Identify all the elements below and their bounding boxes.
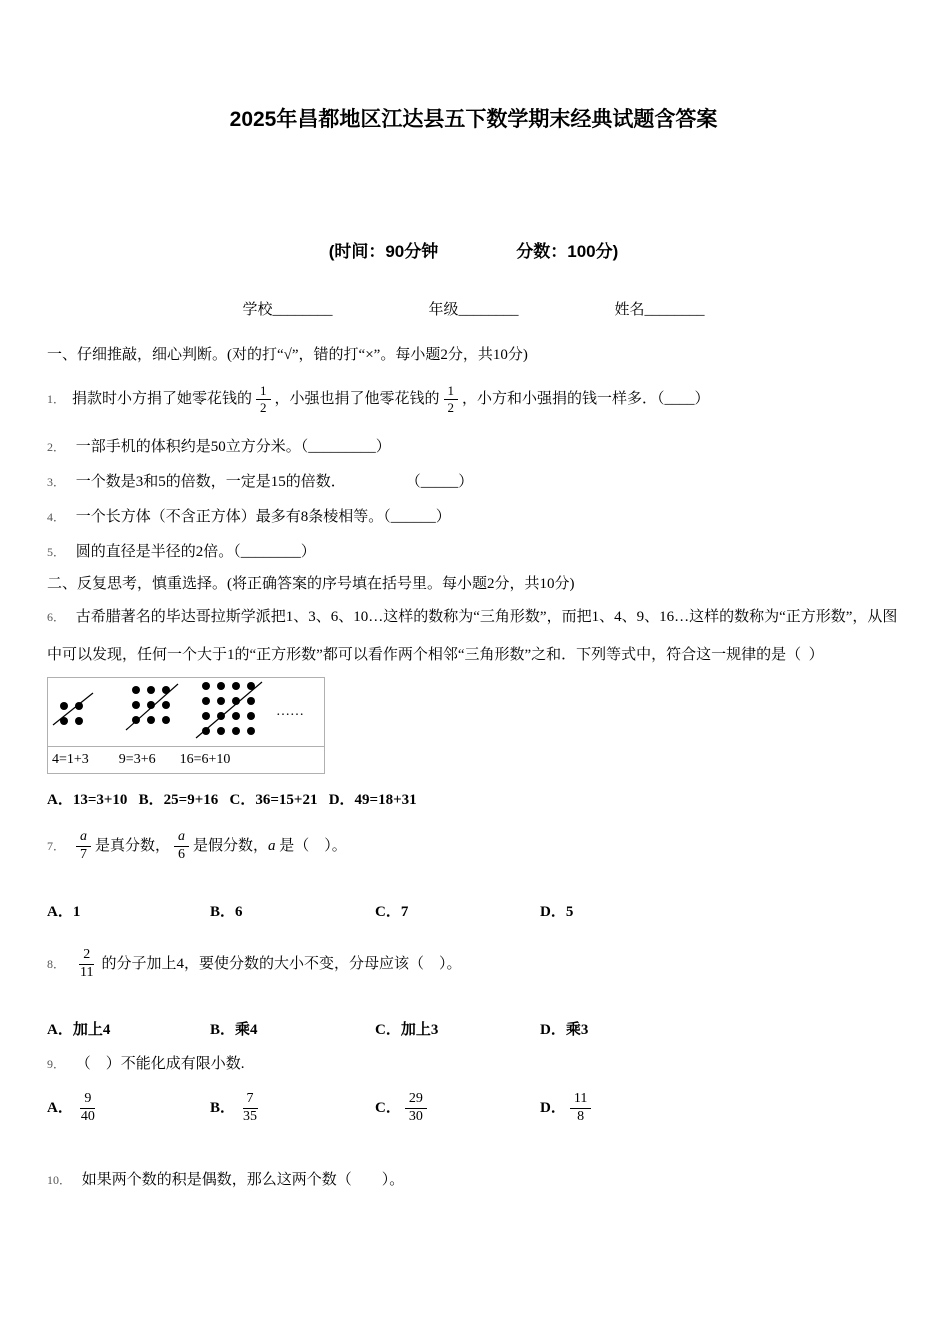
q8-option-b: B．乘4 (210, 1022, 258, 1038)
question-10-number: 10． (47, 1173, 72, 1187)
question-9-number: 9． (47, 1057, 66, 1071)
fraction-a-7: $\frac{a}{7}$ (76, 829, 91, 864)
exam-meta (47, 237, 900, 262)
meta-time: (时间：90分钟 (328, 242, 439, 261)
section2-header: 二、反复思考，慎重选择。(将正确答案的序号填在括号里。每小题2分，共10分) (47, 576, 575, 592)
question-6 (47, 598, 900, 674)
question-5-number: 5． (47, 545, 66, 559)
question-5-text: 圆的直径是半径的2倍。（________） (75, 544, 316, 560)
field-name: 姓名________ (614, 302, 705, 318)
question-7-options (47, 902, 900, 922)
question-2-text: 一部手机的体积约是50立方分米。（_________） (75, 439, 391, 455)
diagram-ellipsis: …… (276, 704, 304, 719)
question-7-text-c: 是（ ）。 (275, 838, 347, 854)
question-2-number: 2． (47, 440, 66, 454)
fraction-a-6: $\frac{a}{6}$ (174, 829, 189, 864)
q8-option-c: C．加上3 (375, 1022, 439, 1038)
q9-option-d: D． $\frac{11}{8}$ (540, 1091, 900, 1126)
question-3 (47, 472, 900, 492)
section1-header: 一、仔细推敲，细心判断。(对的打“√”，错的打“×”。每小题2分，共10分) (47, 347, 528, 363)
q8-option-a: A．加上4 (47, 1022, 111, 1038)
question-8-number: 8． (47, 957, 66, 971)
fraction-one-half-b: $\frac{1}{2}$ (444, 383, 459, 415)
fraction-one-half-a: $\frac{1}{2}$ (256, 383, 271, 415)
question-7-variable: a (268, 838, 276, 854)
question-1 (47, 375, 900, 423)
q9-option-c: C． $\frac{29}{30}$ (375, 1091, 540, 1126)
q7-option-b: B．6 (210, 904, 243, 920)
diagram-labels (48, 746, 324, 773)
diagram-label-3: 16=6+10 (179, 752, 231, 767)
q7-option-a: A．1 (47, 904, 81, 920)
question-1-text-b: ，小强也捐了他零花钱的 (274, 391, 440, 407)
q9-option-b: B． $\frac{7}{35}$ (210, 1091, 375, 1126)
dots-diagram (47, 677, 325, 774)
dot-group-4 (53, 693, 93, 725)
question-2 (47, 437, 900, 457)
fraction-11-8: $\frac{11}{8}$ (570, 1091, 591, 1126)
question-6-text: 古希腊著名的毕达哥拉斯学派把1、3、6、10…这样的数称为“三角形数”，而把1、4、9、16…这样的数称为“正方形数”，从图中可以发现，任何一个大于1的“正方形数”都可以看作两个相邻“三角形数”之和．下列等式中，符合这一规律的是（ ） (47, 609, 898, 663)
page-title: 2025年昌都地区江达县五下数学期末经典试题含答案 (229, 108, 718, 131)
fraction-29-30: $\frac{29}{30}$ (405, 1091, 427, 1126)
question-3-text: 一个数是3和5的倍数，一定是15的倍数． （_____） (75, 474, 474, 490)
question-8 (47, 938, 900, 990)
q9-option-a: A． $\frac{9}{40}$ (47, 1091, 210, 1126)
dot-group-9 (126, 684, 178, 730)
meta-score: 分数：100分) (516, 242, 619, 261)
question-1-number: 1． (47, 392, 66, 406)
question-8-text: 的分子加上4，要使分数的大小不变，分母应该（ ）。 (101, 956, 462, 972)
dot-group-16 (196, 682, 262, 738)
question-7-number: 7． (47, 839, 66, 853)
question-8-options (47, 1020, 900, 1040)
question-6-options: A．13=3+10 B．25=9+16 C．36=15+21 D．49=18+31 (47, 792, 417, 808)
question-9 (47, 1054, 900, 1074)
student-fields (47, 298, 900, 319)
q8-option-d: D．乘3 (540, 1022, 589, 1038)
question-1-text-a: 捐款时小方捐了她零花钱的 (72, 391, 253, 407)
dots-figure (48, 678, 324, 746)
question-10 (47, 1170, 900, 1190)
fraction-2-11: $\frac{2}{11}$ (80, 946, 94, 980)
q7-option-d: D．5 (540, 904, 574, 920)
diagram-label-2: 9=3+6 (118, 752, 156, 767)
question-6-number: 6． (47, 610, 66, 624)
question-7-text-b: 是假分数， (193, 838, 269, 854)
question-4-number: 4． (47, 510, 66, 524)
question-4 (47, 507, 900, 527)
question-9-options (47, 1080, 900, 1136)
question-7 (47, 820, 900, 872)
question-1-text-c: ，小方和小强捐的钱一样多．（____） (462, 391, 710, 407)
fraction-7-35: $\frac{7}{35}$ (243, 1090, 258, 1124)
question-9-text: （ ）不能化成有限小数. (75, 1056, 245, 1072)
question-10-text: 如果两个数的积是偶数，那么这两个数（ ）。 (81, 1172, 405, 1188)
question-3-number: 3． (47, 475, 66, 489)
q7-option-c: C．7 (375, 904, 409, 920)
question-7-text-a: 是真分数， (95, 838, 171, 854)
fraction-9-40: $\frac{9}{40}$ (80, 1090, 95, 1124)
question-4-text: 一个长方体（不含正方体）最多有8条棱相等。（______） (75, 509, 451, 525)
question-5 (47, 542, 900, 562)
field-school: 学校________ (242, 302, 333, 318)
diagram-label-1: 4=1+3 (52, 752, 89, 767)
field-grade: 年级________ (428, 302, 519, 318)
